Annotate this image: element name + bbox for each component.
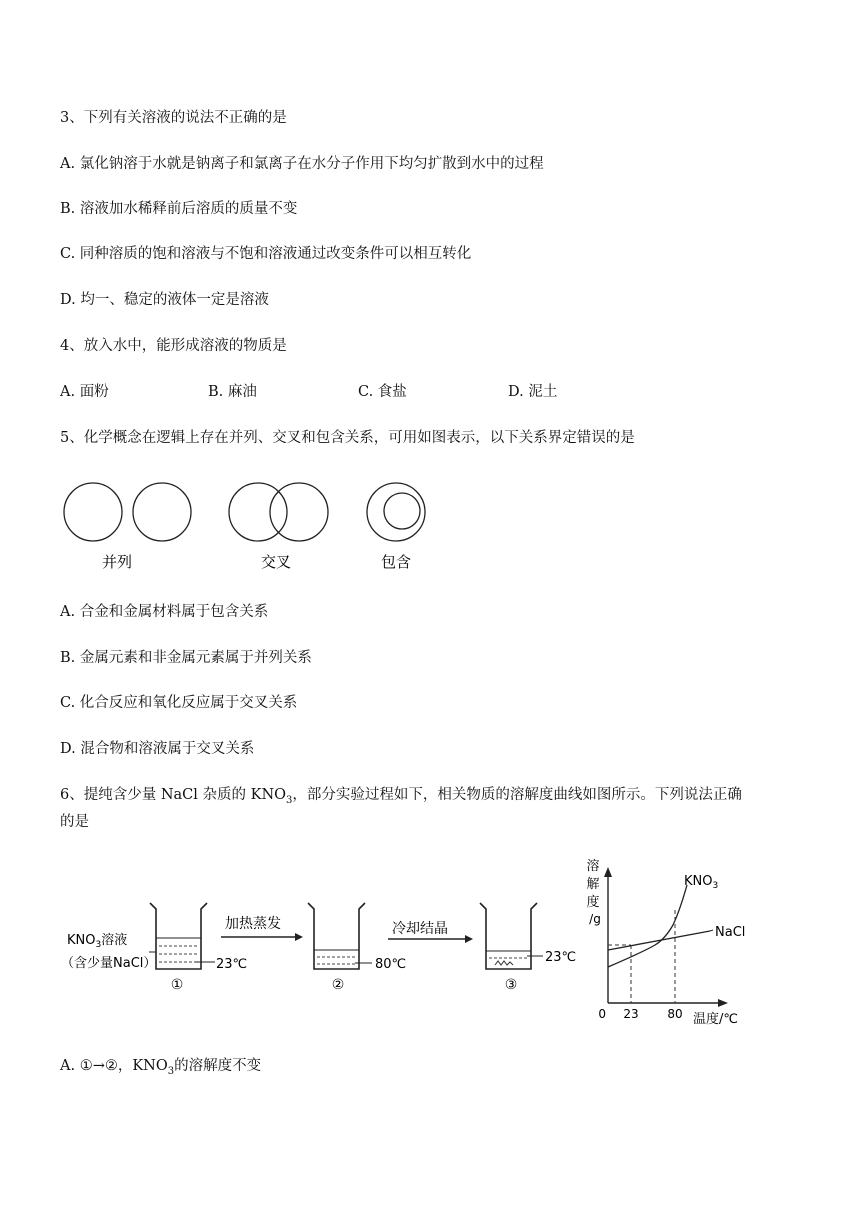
q4-stem: 4、放入水中，能形成溶液的物质是 xyxy=(60,338,287,354)
beaker-3 xyxy=(480,903,543,969)
q6-experiment-figure xyxy=(55,855,775,1035)
tick-23: 23 xyxy=(623,1007,639,1021)
parallel-label: 并列 xyxy=(101,553,133,571)
q5-option-c: C. 化合反应和氧化反应属于交叉关系 xyxy=(60,695,298,711)
beaker-1 xyxy=(149,903,215,969)
q4-option-a: A. 面粉 xyxy=(60,384,109,400)
contain-label: 包含 xyxy=(380,553,412,571)
nacl-line xyxy=(608,931,710,950)
y-label-3: 度 xyxy=(586,895,600,910)
q6-option-a-sub: 3 xyxy=(167,1065,175,1077)
beaker-1-temp: 23℃ xyxy=(216,957,248,972)
q3-option-c: C. 同种溶质的饱和溶液与不饱和溶液通过改变条件可以相互转化 xyxy=(60,246,472,262)
y-label-4: /g xyxy=(589,912,601,926)
q4-option-c: C. 食盐 xyxy=(358,384,407,400)
solubility-graph xyxy=(586,858,745,1027)
step-2-label: 冷却结晶 xyxy=(392,921,448,937)
parallel-circle-left xyxy=(64,483,122,541)
q5-stem: 5、化学概念在逻辑上存在并列、交叉和包含关系，可用如图表示，以下关系界定错误的是 xyxy=(60,430,635,446)
q6-stem-line1 xyxy=(60,785,742,811)
beaker-2 xyxy=(308,903,372,969)
q6-option-a xyxy=(60,1056,261,1082)
origin-label: 0 xyxy=(598,1007,606,1021)
q6-stem-post: ，部分实验过程如下，相关物质的溶解度曲线如图所示。下列说法正确 xyxy=(292,787,742,803)
q4-option-b: B. 麻油 xyxy=(208,384,257,400)
y-label-2: 解 xyxy=(586,877,600,892)
q5-option-d: D. 混合物和溶液属于交叉关系 xyxy=(60,741,255,757)
beaker-1-number: ① xyxy=(170,977,184,993)
solution-label: $KNO_3$溶液 xyxy=(67,933,128,950)
beaker-3-number: ③ xyxy=(504,977,518,993)
q6-stem-pre: 6、提纯含少量 NaCl 杂质的 KNO xyxy=(60,787,287,803)
beaker-2-temp: 80℃ xyxy=(375,957,407,972)
q3-option-d: D. 均一、稳定的液体一定是溶液 xyxy=(60,292,269,308)
nacl-label: NaCl xyxy=(715,925,746,940)
parallel-circle-right xyxy=(133,483,191,541)
q6-stem-line2: 的是 xyxy=(60,814,89,830)
step-1-label: 加热蒸发 xyxy=(225,916,281,932)
q5-option-a: A. 合金和金属材料属于包含关系 xyxy=(60,604,269,620)
q6-option-a-pre: A. ①→②，KNO xyxy=(60,1058,168,1074)
beaker-3-temp: 23℃ xyxy=(545,950,577,965)
beaker-2-number: ② xyxy=(331,977,345,993)
cross-circle-right xyxy=(270,483,328,541)
q3-option-a: A. 氯化钠溶于水就是钠离子和氯离子在水分子作用下均匀扩散到水中的过程 xyxy=(60,156,544,172)
q3-stem: 3、下列有关溶液的说法不正确的是 xyxy=(60,110,287,126)
q4-option-d: D. 泥土 xyxy=(508,384,558,400)
kno3-label: $KNO_3$ xyxy=(684,874,719,891)
x-axis-label: 温度/℃ xyxy=(693,1012,738,1027)
cross-label: 交叉 xyxy=(260,553,292,571)
solution-label-line2: （含少量NaCl） xyxy=(61,956,157,971)
contain-circle-inner xyxy=(384,493,420,529)
q5-option-b: B. 金属元素和非金属元素属于并列关系 xyxy=(60,650,312,666)
tick-80: 80 xyxy=(667,1007,683,1021)
q6-stem-sub: 3 xyxy=(286,794,293,806)
contain-circle-outer xyxy=(367,483,425,541)
relation-diagram xyxy=(55,474,445,584)
q3-option-b: B. 溶液加水稀释前后溶质的质量不变 xyxy=(60,201,298,217)
y-label-1: 溶 xyxy=(586,859,600,874)
q6-option-a-post: 的溶解度不变 xyxy=(174,1058,262,1074)
